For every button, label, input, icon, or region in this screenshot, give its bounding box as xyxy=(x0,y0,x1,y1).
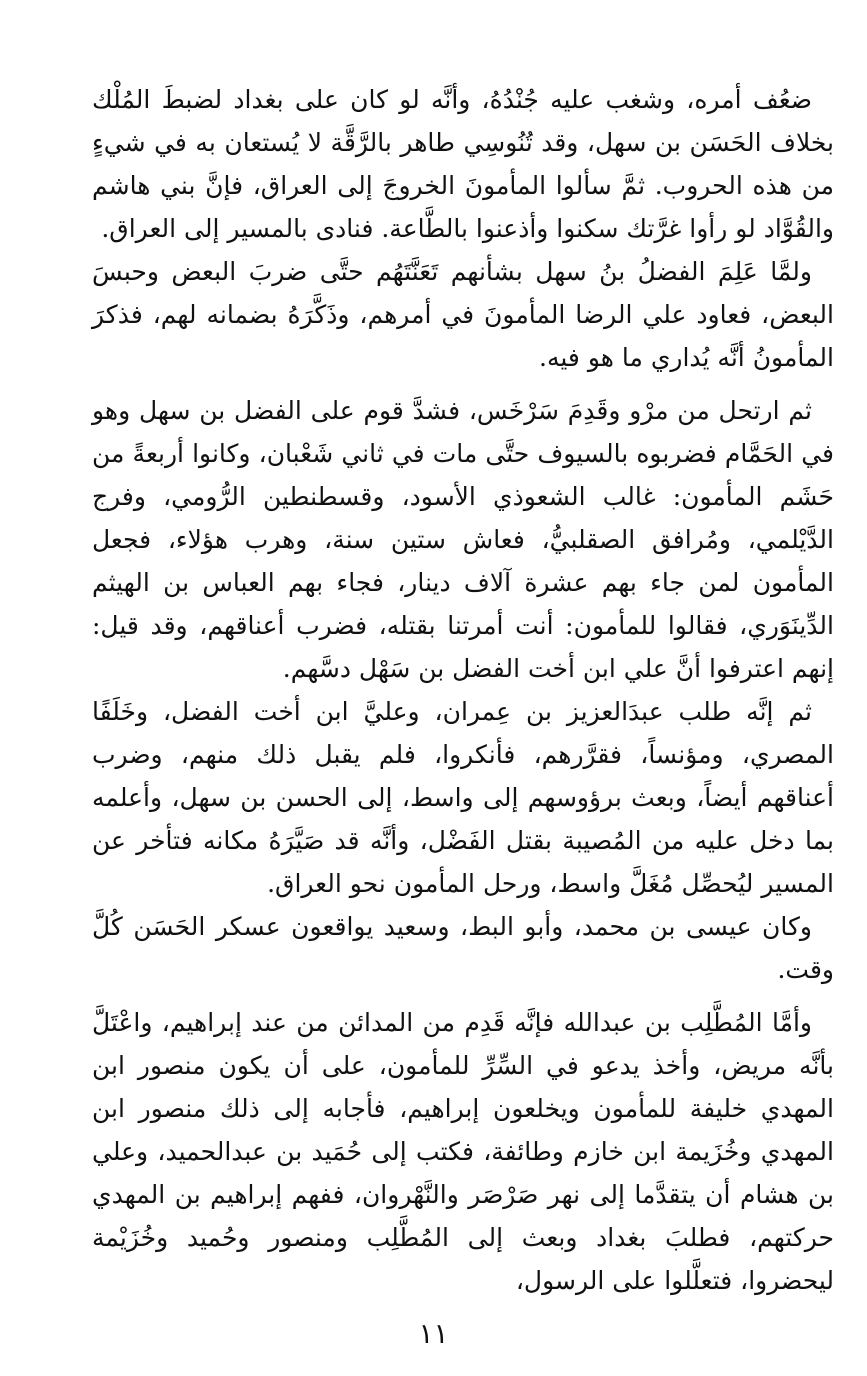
paragraph-6: وأمَّا المُطَّلِب بن عبدالله فإنَّه قَدِم من المدائن من عند إبراهيم، واعْتَلَّ بأنَّه مريض، وأخذ يدعو في السِّرِّ للمأمون، على أن يكون منصور ابن المهدي خليفة للمأمون ويخلعون إبراهيم، فأجابه إلى ذلك منصور ابن المهدي وخُزَيمة ابن خازم وطائفة، فكتب إلى حُمَيد بن عبدالحميد، وعلي بن هشام أن يتقدَّما إلى نهر صَرْصَر والنَّهْروان، ففهم إبراهيم بن المهدي حركتهم، فطلبَ بغداد وبعث إلى المُطَّلِب ومنصور وحُميد وخُزَيْمة ليحضروا، فتعلَّلوا على الرسول، xyxy=(92,1008,834,1295)
paragraph-2: ولمَّا عَلِمَ الفضلُ بنُ سهل بشأنهم تَعَنَّتَهُم حتَّى ضربَ البعض وحبسَ البعض، فعاود علي الرضا المأمونَ في أمرهم، وذَكَّرَهُ بضمانه لهم، فذكرَ المأمونُ أنَّه يُداري ما هو فيه. xyxy=(92,257,834,372)
page-number: ١١ xyxy=(418,1317,449,1350)
paragraph-1: ضعُف أمره، وشغب عليه جُنْدُهُ، وأنَّه لو كان على بغداد لضبطَ المُلْك بخلاف الحَسَن بن سهل، وقد تُنُوسِي طاهر بالرَّقَّة لا يُستعان به في شيءٍ من هذه الحروب. ثمَّ سألوا المأمونَ الخروجَ إلى العراق، فإنَّ بني هاشم والقُوَّاد لو رأوا غرَّتك سكنوا وأذعنوا بالطَّاعة. فنادى بالمسير إلى العراق. xyxy=(92,85,834,243)
paragraph-5: وكان عيسى بن محمد، وأبو البط، وسعيد يواقعون عسكر الحَسَن كُلَّ وقت. xyxy=(92,912,834,984)
body-text xyxy=(92,78,834,1302)
paragraph-3: ثم ارتحل من مرْو وقَدِمَ سَرْخَس، فشدَّ قوم على الفضل بن سهل وهو في الحَمَّام فضربوه بالسيوف حتَّى مات في ثاني شَعْبان، وكانوا أربعةً من حَشَم المأمون: غالب الشعوذي الأسود، وقسطنطين الرُّومي، وفرج الدَّيْلمي، ومُرافق الصقلبيُّ، فعاش ستين سنة، وهرب هؤلاء، فجعل المأمون لمن جاء بهم عشرة آلاف دينار، فجاء بهم العباس بن الهيثم الدِّينَوَري، فقالوا للمأمون: أنت أمرتنا بقتله، فضرب أعناقهم، وقد قيل: إنهم اعترفوا أنَّ علي ابن أخت الفضل بن سَهْل دسَّهم. xyxy=(92,396,834,683)
paragraph-4: ثم إنَّه طلب عبدَالعزيز بن عِمران، وعليَّ ابن أخت الفضل، وخَلَفًا المصري، ومؤنساً، فقرَّرهم، فأنكروا، فلم يقبل ذلك منهم، وضرب أعناقهم أيضاً، وبعث برؤوسهم إلى واسط، إلى الحسن بن سهل، وأعلمه بما دخل عليه من المُصيبة بقتل الفَضْل، وأنَّه قد صَيَّرَهُ مكانه فتأخر عن المسير ليُحصِّل مُغَلَّ واسط، ورحل المأمون نحو العراق. xyxy=(92,697,834,898)
